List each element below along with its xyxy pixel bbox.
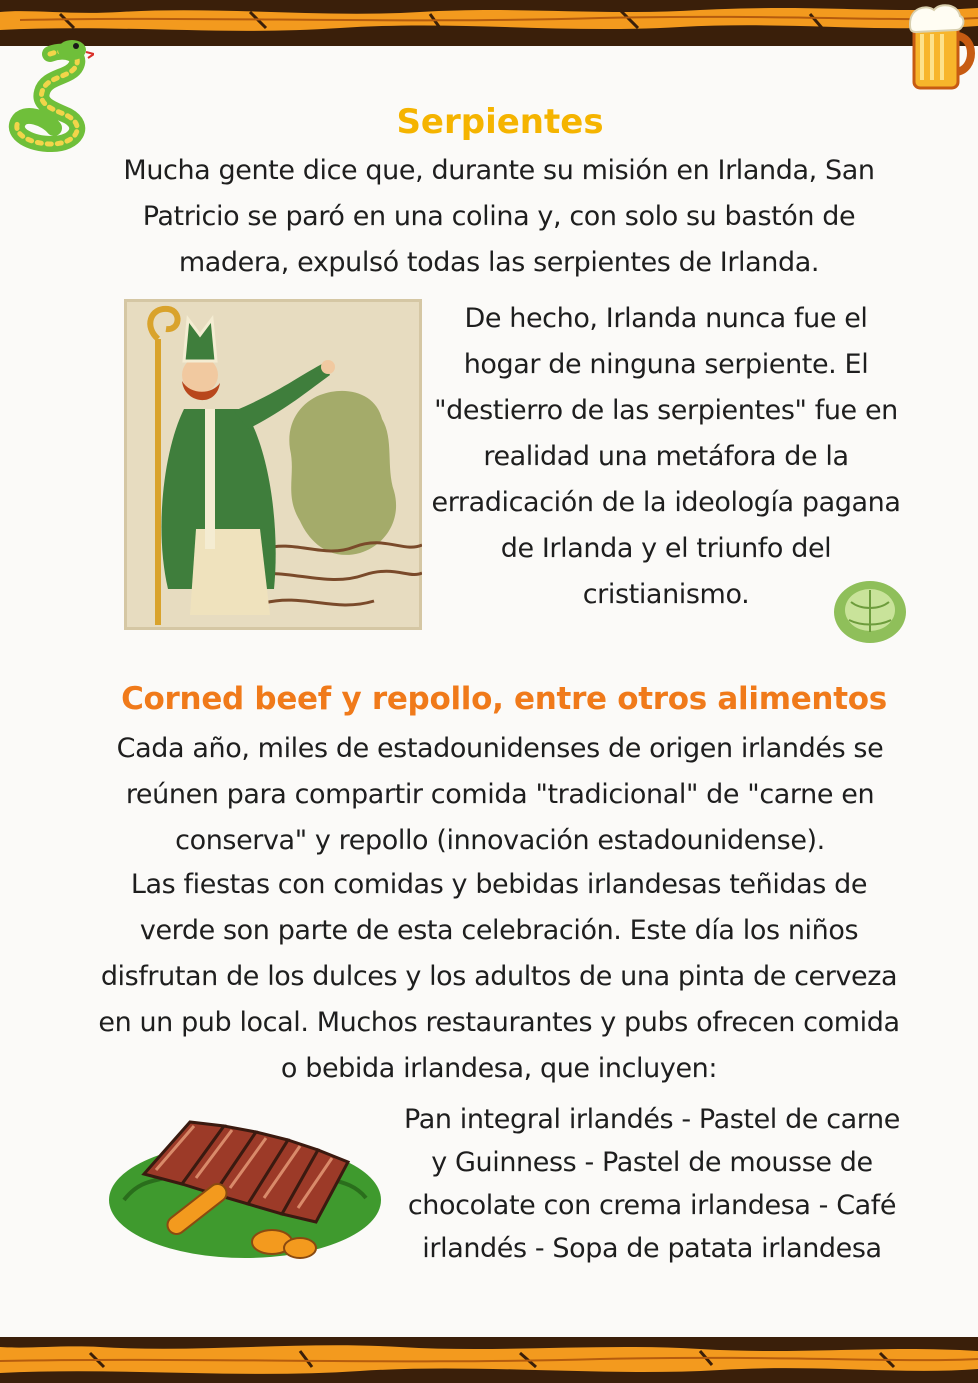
serpientes-heading: Serpientes (396, 102, 604, 142)
saint-patrick-illustration (124, 299, 422, 630)
comida-heading: Corned beef y repollo, entre otros alimentos (121, 681, 887, 717)
beer-mug-icon (906, 0, 978, 96)
top-wood-border (0, 0, 978, 46)
comida-items: Pan integral irlandés - Pastel de carne y Guinness - Pastel de mousse de chocolate con crema irlandesa - Café irlandés - Sopa de patata irlandesa (404, 1104, 900, 1264)
serpientes-detail: De hecho, Irlanda nunca fue el hogar de ninguna serpiente. El "destierro de las serpientes" fue en realidad una metáfora de la erradicación de la ideología pagana de Irlanda y el triunfo del cristianismo. (431, 303, 901, 610)
bottom-wood-border (0, 1337, 978, 1383)
serpientes-intro: Mucha gente dice que, durante su misión en Irlanda, San Patricio se paró en una colina y, con solo su bastón de madera, expulsó todas las serpientes de Irlanda. (123, 155, 875, 278)
comida-body: Las fiestas con comidas y bebidas irlandesas teñidas de verde son parte de esta celebración. Este día los niños disfrutan de los dulces y los adultos de una pinta de cerveza en un pub local. Muchos restaurantes y pubs ofrecen comida o bebida irlandesa, que incluyen: (98, 869, 900, 1084)
snake-icon (6, 36, 94, 152)
corned-beef-illustration (104, 1104, 386, 1266)
cabbage-icon (831, 574, 909, 646)
comida-intro: Cada año, miles de estadounidenses de origen irlandés se reúnen para compartir comida "tradicional" de "carne en conserva" y repollo (innovación estadounidense). (116, 733, 884, 856)
